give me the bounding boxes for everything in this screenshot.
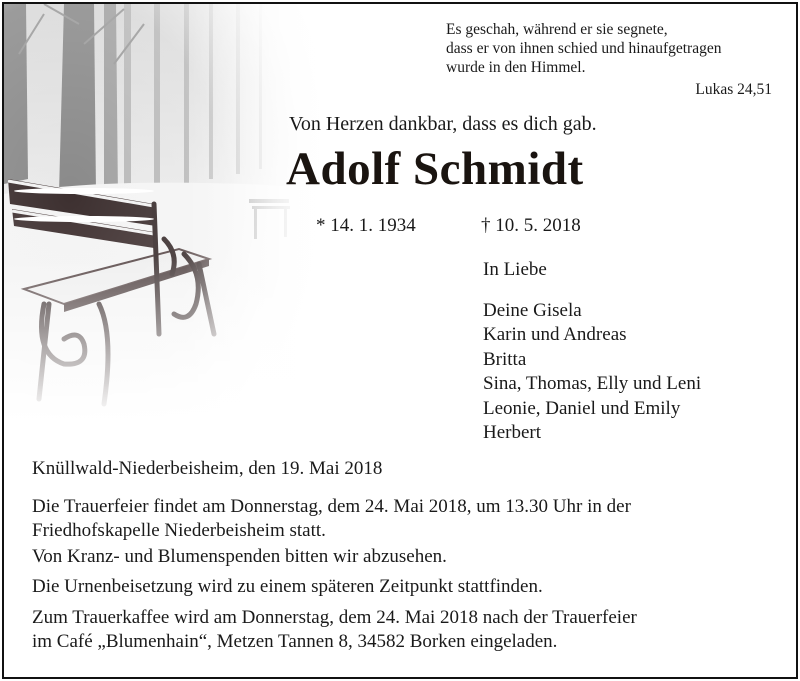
mourner-entry: Leonie, Daniel und Emily — [483, 397, 681, 419]
mourner-entry: Britta — [483, 348, 527, 370]
mourner-entry: Karin und Andreas — [483, 324, 627, 346]
birth-date: * 14. 1. 1934 — [316, 215, 416, 236]
in-love-heading: In Liebe — [483, 259, 547, 280]
dedication-line: Von Herzen dankbar, dass es dich gab. — [289, 113, 597, 135]
bible-verse — [446, 20, 776, 77]
mourner-entry: Sina, Thomas, Elly und Leni — [483, 373, 702, 395]
notice-line: im Café „Blumenhain“, Metzen Tannen 8, 34582 Borken eingeladen. — [32, 631, 558, 652]
mourner-entry: Herbert — [483, 422, 542, 444]
verse-line: Es geschah, während er sie segnete, — [446, 21, 668, 38]
place-and-date: Knüllwald-Niederbeisheim, den 19. Mai 2018 — [32, 458, 383, 479]
coffee-notice — [32, 606, 762, 654]
deceased-name: Adolf Schmidt — [286, 143, 584, 195]
verse-line: dass er von ihnen schied und hinaufgetragen — [446, 40, 722, 57]
urn-notice — [32, 575, 762, 599]
mourners-list — [483, 299, 701, 445]
notice-line: Die Urnenbeisetzung wird zu einem späteren Zeitpunkt stattfinden. — [32, 576, 543, 597]
notice-line: Die Trauerfeier findet am Donnerstag, dem 24. Mai 2018, um 13.30 Uhr in der — [32, 496, 631, 517]
verse-line: wurde in den Himmel. — [446, 59, 586, 76]
notice-line: Von Kranz- und Blumenspenden bitten wir abzusehen. — [32, 546, 447, 567]
mourner-entry: Deine Gisela — [483, 300, 582, 321]
notice-line: Zum Trauerkaffee wird am Donnerstag, dem 24. Mai 2018 nach der Trauerfeier — [32, 607, 637, 628]
winter-bench-photo — [4, 4, 334, 424]
death-date: † 10. 5. 2018 — [481, 215, 581, 236]
flowers-notice — [32, 545, 762, 569]
notice-line: Friedhofskapelle Niederbeisheim statt. — [32, 520, 326, 541]
verse-reference: Lukas 24,51 — [695, 81, 772, 98]
funeral-notice — [32, 495, 762, 543]
